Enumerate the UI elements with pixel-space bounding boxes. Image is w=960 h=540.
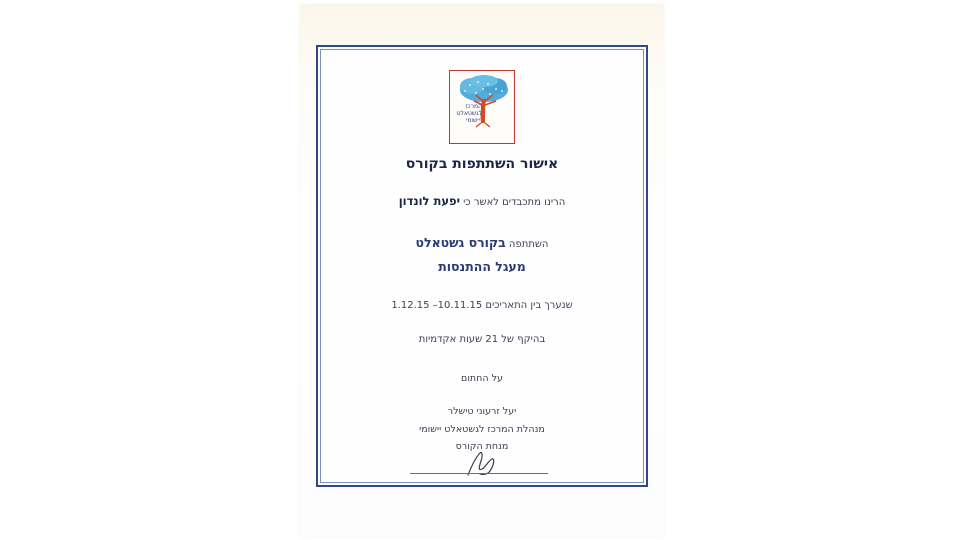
- signed-label: על החתום: [461, 373, 503, 384]
- course-name: בקורס גשטאלט: [415, 235, 506, 250]
- organization-logo: [449, 70, 515, 144]
- tree-logo-icon: [450, 71, 514, 143]
- certificate-title: אישור השתתפות בקורס: [405, 156, 559, 172]
- certify-prefix: הרינו מתכבדים לאשר כי: [463, 197, 566, 208]
- logo-text-line-3: יישומי: [466, 117, 480, 124]
- certify-line: [320, 194, 644, 208]
- course-hours: בהיקף של 21 שעות אקדמיות: [418, 334, 546, 345]
- course-subtitle: מעגל ההתנסות: [438, 259, 526, 274]
- signer-role-director: מנהלת המרכז לגשטאלט יישומי: [419, 424, 545, 435]
- signature-line: [410, 473, 548, 474]
- signer-name: יעל זרעוני טישלר: [447, 406, 517, 417]
- participated-line: [320, 235, 644, 250]
- participated-prefix: השתתפה: [508, 239, 549, 250]
- course-dates: שנערך בין התאריכים 10.11.15– 1.12.15: [391, 300, 573, 311]
- logo-text-line-1: המרכז: [465, 103, 482, 110]
- participant-name: יפעת לונדון: [398, 194, 460, 208]
- signer-role-facilitator: מנחת הקורס: [455, 441, 509, 452]
- logo-text-line-2: לגשטאלט: [456, 110, 482, 117]
